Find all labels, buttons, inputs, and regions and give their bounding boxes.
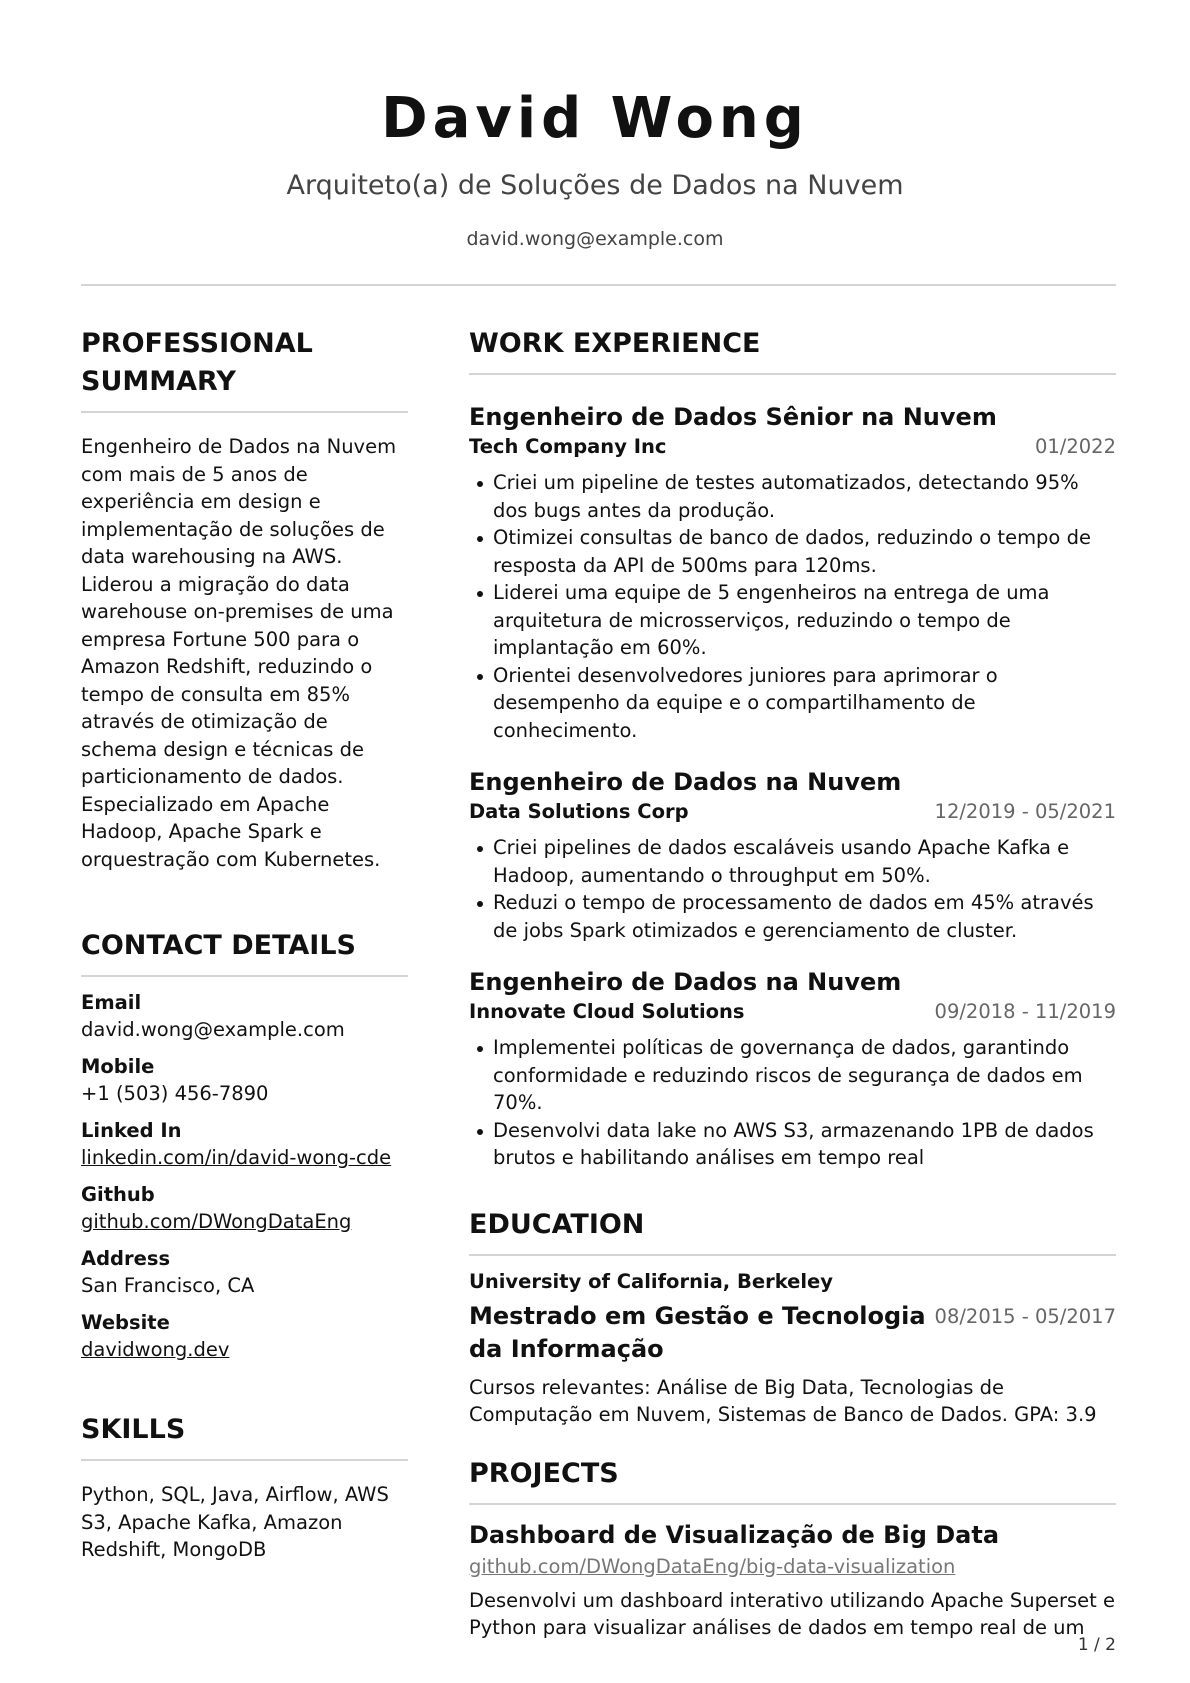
job-entry — [469, 766, 1116, 944]
experience-heading: WORK EXPERIENCE — [469, 325, 1116, 375]
candidate-name: David Wong — [381, 86, 809, 151]
bullet-item: Liderei uma equipe de 5 engenheiros na entrega de uma arquitetura de microsserviços, reduzindo o tempo de implantação em 60%. — [469, 579, 1116, 662]
bullet-item: Desenvolvi data lake no AWS S3, armazenando 1PB de dados brutos e habilitando análises em tempo real — [469, 1117, 1116, 1172]
job-date: 01/2022 — [1034, 435, 1116, 458]
skills-text: Python, SQL, Java, Airflow, AWS S3, Apache Kafka, Amazon Redshift, MongoDB — [81, 1483, 389, 1561]
degree-date: 08/2015 - 05/2017 — [934, 1304, 1116, 1328]
projects-heading: PROJECTS — [469, 1455, 1116, 1505]
contact-value: +1 (503) 456-7890 — [81, 1082, 269, 1105]
bullet-item: Implementei políticas de governança de dados, garantindo conformidade e reduzindo riscos de segurança de dados em 70%. — [469, 1034, 1116, 1117]
degree-title: Mestrado em Gestão e Tecnologia da Informação — [469, 1301, 926, 1363]
contact-value: david.wong@example.com — [81, 1018, 345, 1041]
skills-heading: SKILLS — [81, 1411, 408, 1461]
job-meta — [469, 433, 1116, 461]
education-section — [469, 1206, 1116, 1429]
contact-website — [81, 1309, 408, 1363]
job-bullets — [469, 1034, 1116, 1172]
job-bullets — [469, 469, 1116, 744]
website-link[interactable]: davidwong.dev — [81, 1338, 230, 1361]
page-number: 1 / 2 — [1077, 1635, 1116, 1655]
contact-github — [81, 1181, 408, 1235]
company-name: Tech Company Inc — [469, 435, 667, 458]
bullet-item: Criei um pipeline de testes automatizados, detectando 95% dos bugs antes da produção. — [469, 469, 1116, 524]
summary-text: Engenheiro de Dados na Nuvem com mais de 5 anos de experiência em design e implementação de soluções de data warehousing na AWS. Liderou a migração do data warehouse on-premises de uma empresa Fortune 500 para o Amazon Redshift, reduzindo o tempo de consulta em 85% através de otimização de schema design e técnicas de particionamento de dados. Especializado em Apache Hadoop, Apache Spark e orquestração com Kubernetes. — [81, 435, 397, 871]
job-bullets — [469, 834, 1116, 944]
contact-heading: CONTACT DETAILS — [81, 927, 408, 977]
bullet-item: Reduzi o tempo de processamento de dados em 45% através de jobs Spark otimizados e gerenciamento de cluster. — [469, 889, 1116, 944]
contact-label: Address — [81, 1247, 171, 1270]
contact-list — [81, 989, 408, 1363]
education-courses: Cursos relevantes: Análise de Big Data, Tecnologias de Computação em Nuvem, Sistemas de Banco de Dados. GPA: 3.9 — [469, 1375, 1097, 1426]
contact-address — [81, 1245, 408, 1299]
education-heading: EDUCATION — [469, 1206, 1116, 1256]
contact-label: Website — [81, 1311, 170, 1334]
school-name: University of California, Berkeley — [469, 1269, 833, 1293]
job-meta — [469, 998, 1116, 1026]
project-link[interactable]: github.com/DWongDataEng/big-data-visualization — [469, 1554, 956, 1578]
contact-linkedin — [81, 1117, 408, 1171]
job-title: Engenheiro de Dados na Nuvem — [469, 768, 902, 796]
project-title: Dashboard de Visualização de Big Data — [469, 1520, 1000, 1549]
github-link[interactable]: github.com/DWongDataEng — [81, 1210, 352, 1233]
contact-mobile — [81, 1053, 408, 1107]
summary-heading: PROFESSIONAL SUMMARY — [81, 325, 408, 413]
contact-label: Mobile — [81, 1055, 155, 1078]
bullet-item: Orientei desenvolvedores juniores para aprimorar o desempenho da equipe e o compartilhamento de conhecimento. — [469, 662, 1116, 745]
linkedin-link[interactable]: linkedin.com/in/david-wong-cde — [81, 1146, 392, 1169]
job-date: 12/2019 - 05/2021 — [934, 800, 1116, 823]
experience-section — [469, 325, 1116, 1172]
project-description: Desenvolvi um dashboard interativo utilizando Apache Superset e Python para visualizar análises de dados em tempo real de um — [469, 1588, 1115, 1639]
job-title: Engenheiro de Dados Sênior na Nuvem — [469, 403, 997, 431]
job-date: 09/2018 - 11/2019 — [934, 1000, 1116, 1023]
left-column — [81, 325, 408, 1564]
job-meta — [469, 798, 1116, 826]
job-entry — [469, 966, 1116, 1172]
company-name: Innovate Cloud Solutions — [469, 1000, 745, 1023]
right-column — [469, 325, 1116, 1642]
contact-section — [81, 927, 408, 1363]
projects-section — [469, 1455, 1116, 1642]
job-entry — [469, 401, 1116, 744]
bullet-item: Criei pipelines de dados escaláveis usando Apache Kafka e Hadoop, aumentando o throughput em 50%. — [469, 834, 1116, 889]
skills-section — [81, 1411, 408, 1564]
contact-label: Github — [81, 1183, 155, 1206]
candidate-title: Arquiteto(a) de Soluções de Dados na Nuvem — [286, 170, 904, 201]
contact-label: Linked In — [81, 1119, 182, 1142]
header-divider — [81, 284, 1116, 286]
bullet-item: Otimizei consultas de banco de dados, reduzindo o tempo de resposta da API de 500ms para 120ms. — [469, 524, 1116, 579]
summary-section — [81, 325, 408, 873]
header-email: david.wong@example.com — [466, 228, 724, 250]
contact-value: San Francisco, CA — [81, 1274, 255, 1297]
job-title: Engenheiro de Dados na Nuvem — [469, 968, 902, 996]
contact-label: Email — [81, 991, 142, 1014]
contact-email — [81, 989, 408, 1043]
company-name: Data Solutions Corp — [469, 800, 689, 823]
degree-row — [469, 1300, 1116, 1366]
